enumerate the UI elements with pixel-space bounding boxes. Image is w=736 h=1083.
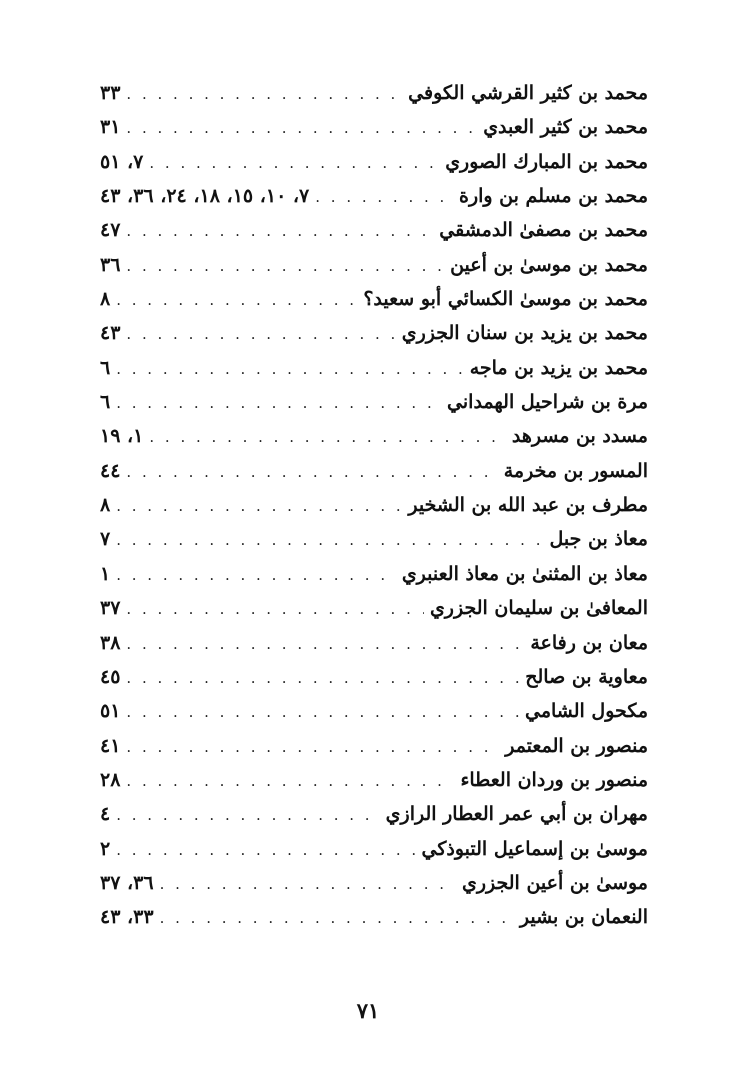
entry-pages: ٧، ١٠، ١٥، ١٨، ٢٤، ٣٦، ٤٣ — [100, 185, 310, 208]
dot-leader — [116, 566, 396, 584]
dot-leader — [126, 222, 433, 240]
entry-name: محمد بن مصفىٰ الدمشقي — [439, 219, 648, 242]
entry-pages: ١، ١٩ — [100, 425, 144, 448]
index-entry — [100, 872, 648, 906]
entry-name: معان بن رفاعة — [530, 631, 648, 654]
entry-name: منصور بن وردان العطاء — [460, 768, 648, 791]
entry-name: مرة بن شراحيل الهمداني — [447, 391, 648, 414]
dot-leader — [116, 360, 463, 378]
index-entry — [100, 597, 648, 631]
entry-name: موسىٰ بن أعين الجزري — [461, 871, 648, 894]
entry-name: محمد بن موسىٰ بن أعين — [450, 253, 648, 276]
index-entry — [100, 460, 648, 494]
entry-pages: ٢٨ — [100, 768, 121, 791]
entry-pages: ٣١ — [100, 116, 121, 139]
dot-leader — [126, 738, 499, 756]
dot-leader — [126, 257, 444, 275]
index-entry — [100, 528, 648, 562]
entry-name: مهران بن أبي عمر العطار الرازي — [385, 803, 648, 826]
entry-name: موسىٰ بن إسماعيل التبوذكي — [421, 837, 648, 860]
dot-leader — [160, 875, 456, 893]
entry-name: النعمان بن بشير — [519, 906, 648, 929]
entry-name: مسدد بن مسرهد — [511, 425, 648, 448]
dot-leader — [126, 669, 519, 687]
index-entry — [100, 357, 648, 391]
dot-leader — [116, 806, 379, 824]
index-entry — [100, 494, 648, 528]
entry-pages: ١ — [100, 562, 111, 585]
index-entry — [100, 151, 648, 185]
entry-pages: ٨ — [100, 494, 111, 517]
entry-pages: ٥١ — [100, 700, 121, 723]
entry-pages: ٤٣ — [100, 322, 121, 345]
index-entry — [100, 906, 648, 940]
entry-name: محمد بن المبارك الصوري — [445, 150, 648, 173]
index-entry — [100, 700, 648, 734]
index-entry — [100, 563, 648, 597]
entry-pages: ٣٦، ٣٧ — [100, 871, 154, 894]
entry-name: محمد بن كثير العبدي — [483, 116, 648, 139]
index-entry — [100, 219, 648, 253]
entry-name: محمد بن يزيد بن سنان الجزري — [401, 322, 648, 345]
entry-pages: ٤٧ — [100, 219, 121, 242]
index-entry — [100, 116, 648, 150]
name-index-list — [100, 82, 648, 941]
entry-name: المسور بن مخرمة — [503, 459, 648, 482]
index-entry — [100, 666, 648, 700]
index-entry — [100, 82, 648, 116]
entry-pages: ٧، ٥١ — [100, 150, 144, 173]
entry-pages: ٢ — [100, 837, 111, 860]
entry-pages: ٦ — [100, 391, 111, 414]
index-entry — [100, 322, 648, 356]
dot-leader — [126, 600, 424, 618]
entry-name: منصور بن المعتمر — [505, 734, 648, 757]
index-entry — [100, 391, 648, 425]
entry-pages: ٣٧ — [100, 597, 121, 620]
entry-name: محمد بن كثير القرشي الكوفي — [408, 82, 648, 104]
entry-name: محمد بن يزيد بن ماجه — [469, 356, 648, 379]
entry-name: معاوية بن صالح — [525, 665, 648, 688]
dot-leader — [126, 772, 454, 790]
index-entry — [100, 769, 648, 803]
index-entry — [100, 838, 648, 872]
entry-name: مكحول الشامي — [525, 700, 648, 723]
page-number: ٧١ — [356, 998, 380, 1023]
entry-name: معاذ بن المثنىٰ بن معاذ العنبري — [401, 562, 648, 585]
dot-leader — [116, 497, 402, 515]
entry-pages: ٣٨ — [100, 631, 121, 654]
index-entry — [100, 735, 648, 769]
entry-pages: ٤٤ — [100, 459, 121, 482]
entry-pages: ٧ — [100, 528, 111, 551]
index-entry — [100, 254, 648, 288]
entry-name: المعافىٰ بن سليمان الجزري — [429, 597, 648, 620]
entry-pages: ٨ — [100, 288, 111, 311]
index-entry — [100, 425, 648, 459]
dot-leader — [116, 291, 357, 309]
entry-name: محمد بن موسىٰ الكسائي أبو سعيد؟ — [363, 288, 648, 311]
entry-pages: ٤ — [100, 803, 111, 826]
index-entry — [100, 803, 648, 837]
entry-pages: ٣٣، ٤٣ — [100, 906, 154, 929]
entry-name: مطرف بن عبد الله بن الشخير — [408, 494, 648, 517]
dot-leader — [126, 635, 524, 653]
dot-leader — [126, 325, 395, 343]
entry-pages: ٣٦ — [100, 253, 121, 276]
dot-leader — [149, 428, 505, 446]
dot-leader — [126, 703, 519, 721]
dot-leader — [160, 909, 514, 927]
entry-name: محمد بن مسلم بن وارة — [458, 185, 648, 208]
index-entry — [100, 185, 648, 219]
dot-leader — [149, 154, 439, 172]
entry-pages: ٤٥ — [100, 665, 121, 688]
entry-pages: ٤١ — [100, 734, 121, 757]
dot-leader — [116, 531, 543, 549]
dot-leader — [116, 841, 415, 859]
entry-name: معاذ بن جبل — [549, 528, 648, 551]
index-entry — [100, 632, 648, 666]
dot-leader — [126, 463, 497, 481]
dot-leader — [315, 188, 453, 206]
dot-leader — [126, 119, 477, 137]
entry-pages: ٦ — [100, 356, 111, 379]
index-entry — [100, 288, 648, 322]
dot-leader — [116, 394, 441, 412]
dot-leader — [126, 85, 402, 103]
entry-pages: ٣٣ — [100, 82, 121, 104]
